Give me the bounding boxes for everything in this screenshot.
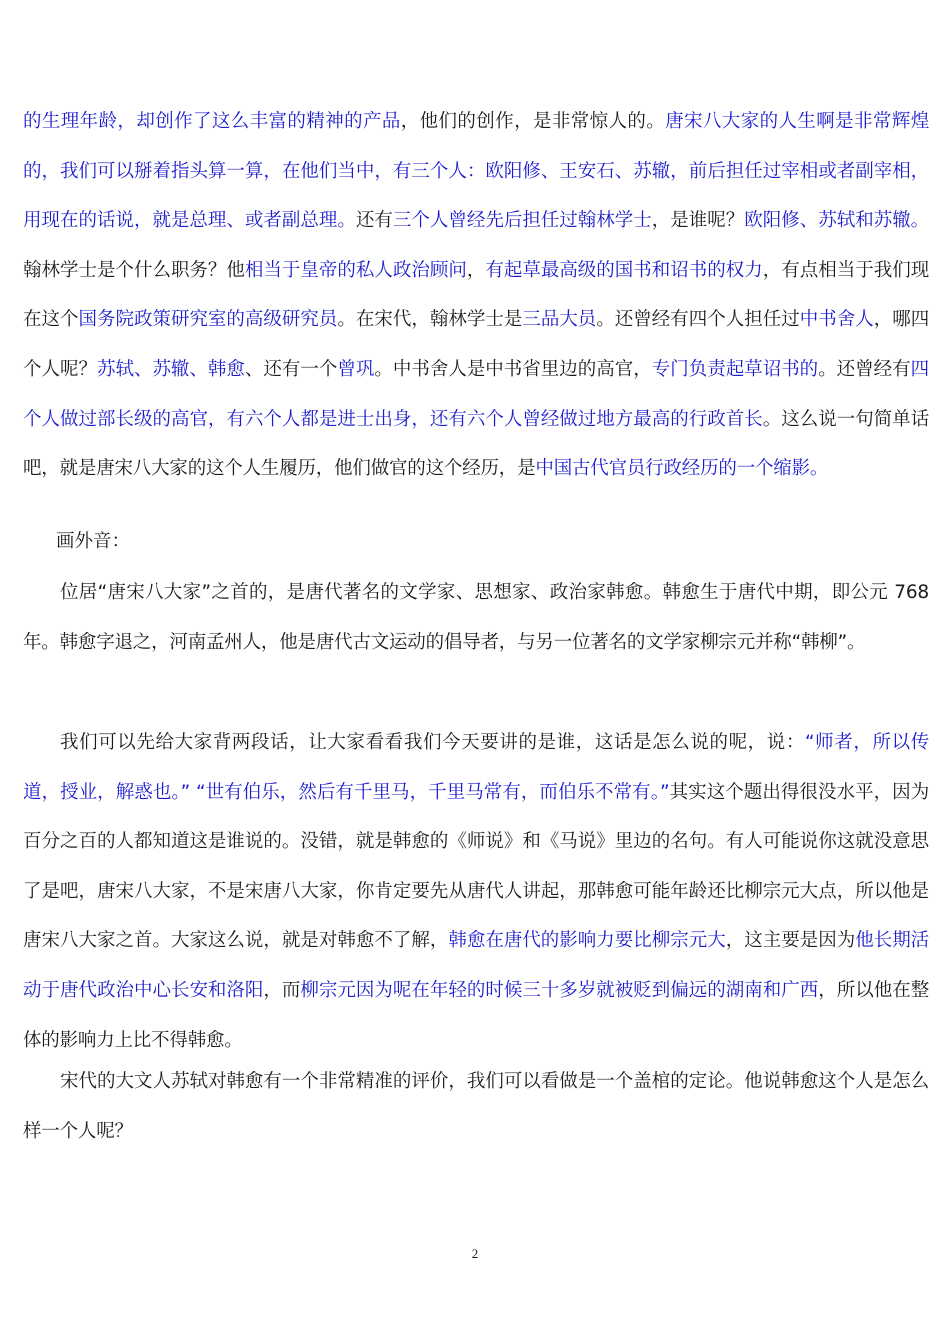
body-text: 。还曾经有 xyxy=(818,358,911,380)
highlighted-text: 欧阳修、苏轼和苏辙。 xyxy=(744,210,929,232)
highlighted-text: 曾巩 xyxy=(337,358,375,380)
highlighted-text: 柳宗元因为呢在年轻的时候三十多岁就被贬到偏远的湖南和广西 xyxy=(300,979,819,1001)
body-text: ，哪四个人呢？ xyxy=(23,309,930,380)
body-text: 、还有一个 xyxy=(244,358,338,380)
highlighted-text: 三个人曾经先后担任过翰林学士 xyxy=(392,210,652,232)
highlighted-text: 四个人做过部长级的高官，有六个人都是进士出身，还有六个人曾经做过地方最高的行政首长 xyxy=(23,358,929,430)
highlighted-text: 韩愈在唐代的影响力要比柳宗元大 xyxy=(448,930,726,952)
body-text: 我们可以先给大家背两段话，让大家看看我们今天要讲的是谁，这话是怎么说的呢，说： xyxy=(60,732,805,753)
highlighted-text: 有起草最高级的国书和诏书的权力 xyxy=(485,259,763,281)
highlighted-text: 三品大员 xyxy=(522,309,597,331)
body-text: ，有点相当于我们现在这个 xyxy=(23,259,929,331)
highlighted-text: “世有伯乐，然后有千里马，千里马常有，而伯乐不常有。” xyxy=(195,781,670,803)
body-text: 翰林学士是个什么职务？他 xyxy=(23,259,245,281)
highlighted-text: “师者，所以传道，授业，解惑也。” xyxy=(23,732,929,803)
body-text: 。这么说一句简单话吧，就是唐宋八大家的这个人生履历，他们做官的这个经历，是 xyxy=(23,408,929,480)
highlighted-text: 他长期活动于唐代政治中心长安和洛阳 xyxy=(23,930,929,1001)
body-text: ，所以他在整体的影响力上比不得韩愈。 xyxy=(23,979,930,1051)
highlighted-text: 的生理年龄，却创作了这么丰富的精神的产品 xyxy=(23,111,401,132)
body-text: 。还曾经有四个人担任过 xyxy=(596,309,800,331)
body-text: ，是谁呢？ xyxy=(651,210,745,232)
body-text: 还有 xyxy=(355,210,393,232)
highlighted-text: 相当于皇帝的私人政治顾问 xyxy=(244,259,467,281)
highlighted-text: 中书舍人 xyxy=(799,309,874,331)
paragraph-accomplishments xyxy=(23,97,929,494)
highlighted-text: 中国古代官员行政经历的一个缩影。 xyxy=(535,458,829,480)
highlighted-text: 专门负责起草诏书的 xyxy=(651,358,819,380)
highlighted-text: 唐宋八大家的人生啊是非常辉煌的，我们可以掰着指头算一算，在他们当中，有三个人：欧阳修、王安石、苏辙，前后担任过宰相或者副宰相，用现在的话说，就是总理、或者副总理。 xyxy=(23,111,930,232)
body-text: 其实这个题出得很没水平，因为百分之百的人都知道这是谁说的。没错，就是韩愈的《师说》和《马说》里边的名句。有人可能说你这就没意思了是吧，唐宋八大家，不是宋唐八大家，你肯定要先从唐代人讲起，那韩愈可能年龄还比柳宗元大点，所以他是唐宋八大家之首。大家这么说，就是对韩愈不了解， xyxy=(23,781,930,952)
body-text: ， xyxy=(466,259,486,281)
body-text: ，这主要是因为 xyxy=(725,930,856,952)
page-number: 2 xyxy=(471,1246,479,1261)
body-text: 。中书舍人是中书省里边的高官， xyxy=(374,358,652,380)
highlighted-text: 苏轼、苏辙、韩愈 xyxy=(96,358,245,380)
paragraph-su-shi-evaluation: 宋代的大文人苏轼对韩愈有一个非常精准的评价，我们可以看做是一个盖棺的定论。他说韩愈这个人是怎么样一个人呢？ xyxy=(23,1071,929,1142)
body-text: ，他们的创作，是非常惊人的。 xyxy=(400,111,666,132)
paragraph-han-yu-intro: 位居“唐宋八大家”之首的，是唐代著名的文学家、思想家、政治家韩愈。韩愈生于唐代中期，即公元 768 年。韩愈字退之，河南孟州人，他是唐代古文运动的倡导者，与另一位著名的文学家柳宗元并称“韩柳”。 xyxy=(23,582,929,653)
paragraph-han-yu-quotes xyxy=(23,718,929,1065)
body-text: ，而 xyxy=(263,979,301,1001)
body-text: 。在宋代，翰林学士是 xyxy=(337,309,523,331)
highlighted-text: 国务院政策研究室的高级研究员 xyxy=(78,309,338,331)
voiceover-label: 画外音： xyxy=(56,531,131,552)
